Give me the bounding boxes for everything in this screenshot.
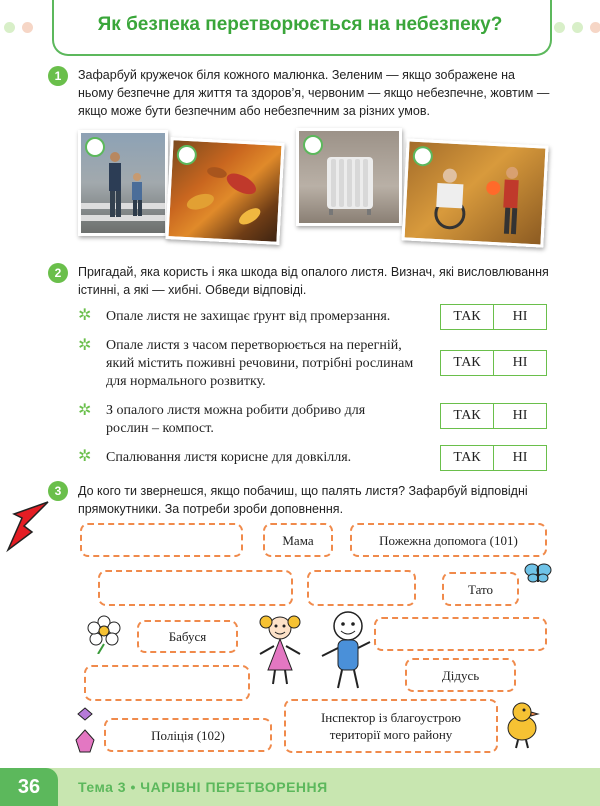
page-title: Як безпека перетворюється на небезпеку? [97, 14, 503, 35]
true-option[interactable]: ТАК [441, 404, 494, 428]
boy-drawing-icon [318, 606, 374, 690]
false-option[interactable]: НІ [512, 355, 528, 370]
false-option[interactable]: НІ [512, 309, 528, 324]
true-false-4 [440, 445, 547, 471]
true-option[interactable]: ТАК [441, 446, 494, 470]
blank-box[interactable] [80, 523, 243, 557]
answer-box-babusia[interactable]: Бабуся [137, 620, 238, 653]
girl-drawing-icon [254, 610, 306, 688]
photo-heater [296, 128, 402, 226]
blank-box[interactable] [84, 665, 250, 701]
task1-instructions: Зафарбуй кружечок біля кожного малюнка. Зеленим — якщо зображене на ньому безпечне для життя та здоров’я, червоним — якщо небезпечне, жовтим — якщо може бути безпечним або небезпечним за різних умов. [78, 68, 550, 118]
true-option[interactable]: ТАК [441, 351, 494, 375]
statement-3: З опалого листя можна робити добриво для рослин – компост. [106, 403, 366, 436]
wheelchair-people-icon [405, 142, 546, 245]
answer-box-didus[interactable]: Дідусь [405, 658, 516, 692]
false-option[interactable]: НІ [512, 450, 528, 465]
people-walking-icon [81, 133, 165, 233]
bullet-sun-icon: ✲ [78, 337, 92, 354]
true-false-1 [440, 304, 547, 330]
photo-wheelchair [401, 138, 548, 247]
task-number-1: 1 [48, 66, 68, 86]
photo-autumn-leaves [165, 137, 284, 245]
butterfly-icon [524, 562, 552, 584]
task2-instructions: Пригадай, яка користь і яка шкода від опалого листя. Визнач, які висловлювання істинні, а які — хибні. Обведи відповіді. [78, 265, 549, 297]
blank-box[interactable] [98, 570, 293, 606]
task-number-3: 3 [48, 481, 68, 501]
flower-icon [82, 614, 126, 654]
true-false-3 [440, 403, 547, 429]
bullet-sun-icon: ✲ [78, 307, 92, 324]
bullet-sun-icon: ✲ [78, 402, 92, 419]
blank-box[interactable] [374, 617, 547, 651]
footer-topic: Тема 3 • ЧАРІВНІ ПЕРЕТВОРЕННЯ [78, 779, 328, 795]
task3-instructions: До кого ти звернешся, якщо побачиш, що палять листя? Зафарбуй відповідні прямокутники. За потреби зроби доповнення. [78, 484, 528, 516]
answer-box-tato[interactable]: Тато [442, 572, 519, 606]
page-number: 36 [0, 768, 58, 806]
chick-icon [502, 700, 542, 750]
statement-2: Опале листя з часом перетворюється на перегній, який містить поживні речовини, потрібні рослинам для нормального розвитку. [106, 338, 414, 389]
true-option[interactable]: ТАК [441, 305, 494, 329]
statement-1: Опале листя не захищає ґрунт від промерзання. [106, 309, 391, 324]
leaves-icon [169, 140, 282, 242]
task-number-2: 2 [48, 263, 68, 283]
photo-crossing [78, 130, 168, 236]
answer-box-mama[interactable]: Мама [263, 523, 333, 557]
true-false-2 [440, 350, 547, 376]
answer-box-police[interactable]: Поліція (102) [104, 718, 272, 752]
blank-box[interactable] [307, 570, 416, 606]
false-option[interactable]: НІ [512, 408, 528, 423]
bullet-sun-icon: ✲ [78, 448, 92, 465]
answer-box-fire[interactable]: Пожежна допомога (101) [350, 523, 547, 557]
oil-heater-icon [299, 131, 399, 223]
toy-icon [72, 704, 98, 754]
statement-4: Спалювання листя корисне для довкілля. [106, 450, 352, 465]
answer-box-inspector[interactable]: Інспектор із благоустрою території мого району [284, 699, 498, 753]
red-arrow-icon [4, 498, 52, 554]
